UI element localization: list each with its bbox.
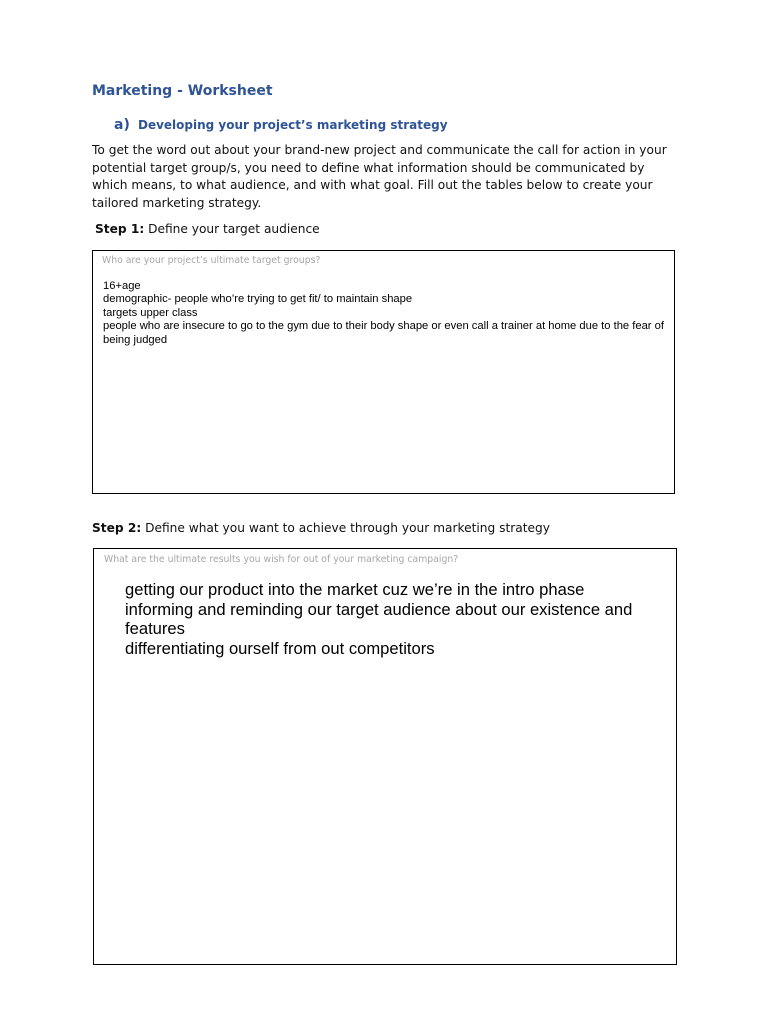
answer-line: getting our product into the market cuz we’re in the intro phase — [125, 580, 585, 599]
step-1-label: Step 1: — [95, 222, 145, 236]
step-2-label: Step 2: — [92, 521, 142, 535]
target-audience-prompt: Who are your project’s ultimate target groups? — [102, 255, 321, 266]
worksheet-title: Marketing - Worksheet — [92, 83, 273, 99]
section-heading — [114, 117, 448, 133]
target-audience-box[interactable] — [92, 250, 675, 494]
answer-line: people who are insecure to go to the gym due to their body shape or even call a trainer at home due to the fear of being judged — [103, 320, 664, 346]
step-2-text: Define what you want to achieve through your marketing strategy — [145, 521, 550, 535]
step-1-heading — [95, 222, 320, 236]
marketing-goals-answer[interactable] — [125, 580, 645, 658]
marketing-goals-box[interactable] — [93, 548, 677, 965]
answer-line: informing and reminding our target audience about our existence and features — [125, 599, 633, 639]
step-1-text: Define your target audience — [148, 222, 320, 236]
section-title: Developing your project’s marketing strategy — [138, 118, 448, 132]
target-audience-answer[interactable] — [103, 280, 678, 347]
marketing-goals-prompt: What are the ultimate results you wish for out of your marketing campaign? — [104, 554, 459, 565]
intro-paragraph: To get the word out about your brand-new project and communicate the call for action in your potential target group/s, you need to define what information should be communicated by which means, to what audience, and with what goal. Fill out the tables below to create your tailored marketing strategy. — [92, 143, 667, 210]
step-2-heading — [92, 521, 550, 535]
answer-line: targets upper class — [103, 306, 198, 319]
section-letter: a) — [114, 117, 130, 133]
answer-line: demographic- people who’re trying to get fit/ to maintain shape — [103, 293, 413, 306]
answer-line: 16+age — [103, 280, 141, 292]
answer-line: differentiating ourself from out competitors — [125, 638, 435, 658]
